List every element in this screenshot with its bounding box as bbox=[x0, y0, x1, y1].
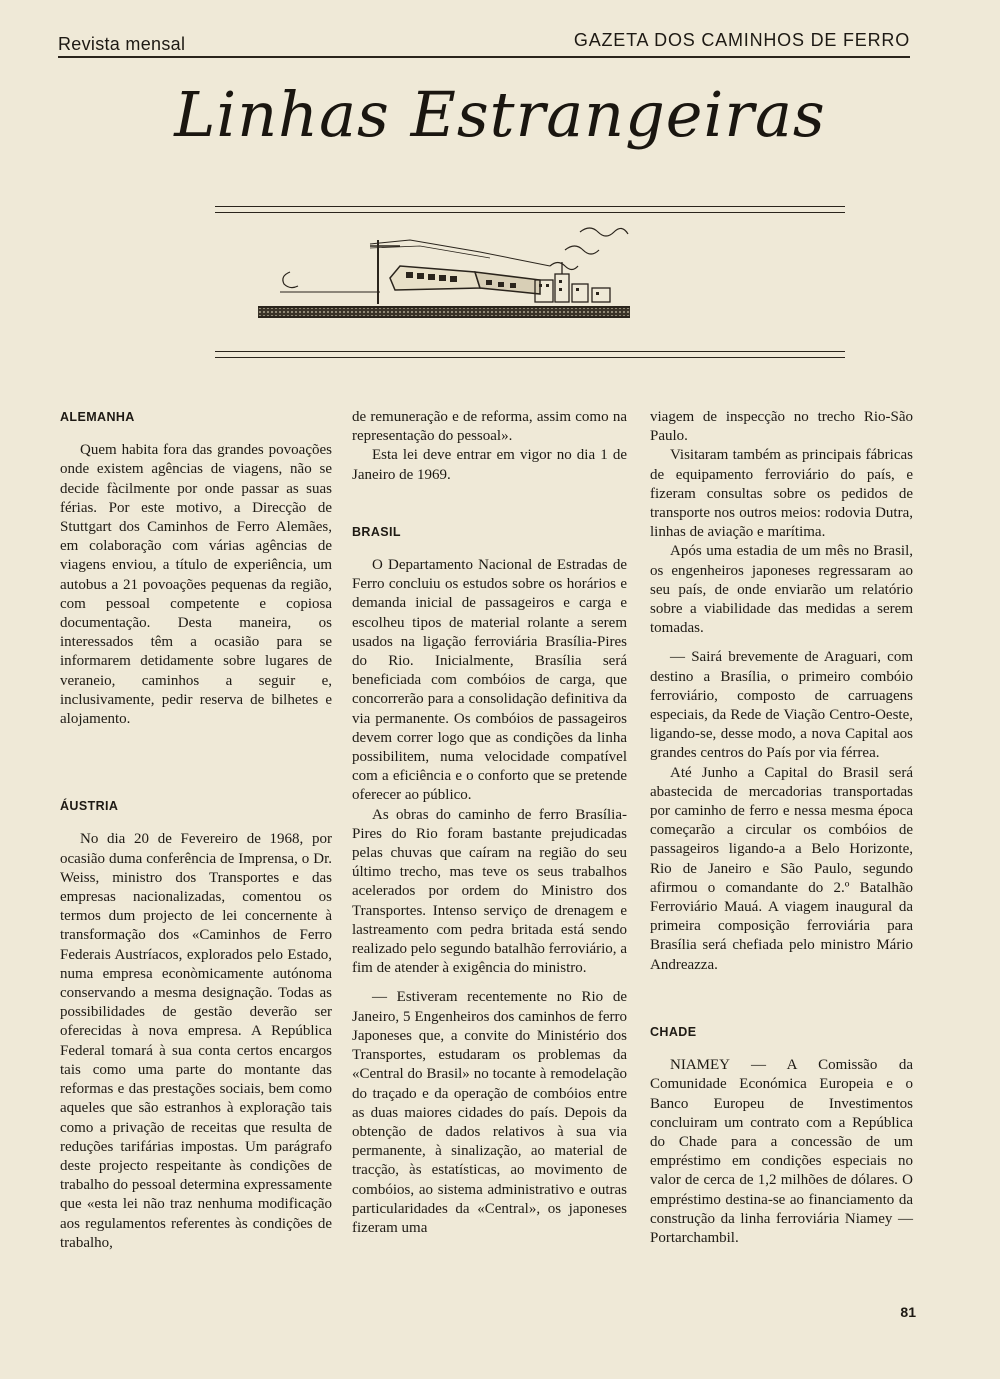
paragraph: Esta lei deve entrar em vigor no dia 1 de Janeiro de 1969. bbox=[352, 447, 627, 483]
paragraph: O Departamento Nacional de Estradas de Ferro concluiu os estudos sobre os horários e demanda inicial de passageiros e carga e escolheu tipos de material rolante a serem usados na ligação ferroviária Brasília-Pires do Rio. Inicialmente, Brasília será beneficiada com combóios de carga, que concorrerão para a consolidação definitiva da via permanente. Os combóios de passageiros devem correr logo que as condições da linha possibilitem, numa velocidade compatível com a eficiência e o conforto que se pretende oferecer ao público. bbox=[352, 557, 627, 804]
heading-austria: ÁUSTRIA bbox=[60, 799, 119, 814]
paragraph: Até Junho a Capital do Brasil será abastecida de mercadorias transportadas por caminho de ferro e nessa mesma época começarão a circular os combóios de passageiros ligando-a a Belo Horizonte, Rio de Janeiro e São Paulo, segundo afirmou o comandante do 2.º Batalhão Ferroviário Mauá. A viagem inaugural da primeira composição ferroviária para Brasília será chefiada pelo ministro Mário Andreazza. bbox=[650, 764, 913, 973]
publication-name: GAZETA DOS CAMINHOS DE FERRO bbox=[573, 30, 910, 50]
publication-frequency: Revista mensal bbox=[58, 34, 186, 54]
title-rule-top bbox=[215, 206, 845, 213]
paragraph: No dia 20 de Fevereiro de 1968, por ocasião duma conferência de Imprensa, o Dr. Weiss, ministro dos Transportes e das empresas nacionalizadas, comentou os termos dum projecto de lei concernente à transformação dos «Caminhos de Ferro Federais Austríacos, explorados pelo Estado, numa empresa econòmicamente autónoma conservando a mesma designação. Todas as possibilidades de gestão deverão ser oferecidas à nova empresa. A República Federal tomará à sua conta certos encargos tais como uma parte do montante das reformas e das prestações sociais, bem como aqueles que são estranhos à exploração tais como a privação de receitas que resulta de reduções tarifárias impostas. Um parágrafo deste projecto respeitante às condições de trabalho do pessoal determina expressamente que «esta lei não traz nenhuma modificação aos regulamentos referentes às condições de trabalho, bbox=[60, 831, 332, 1251]
paragraph: Quem habita fora das grandes povoações onde existem agências de viagens, não se decide fàcilmente por onde passar as suas férias. Por este motivo, a Direcção de Stuttgart dos Caminhos de Ferro Alemães, em colaboração com várias agências de viagens enviou, a título de experiência, um autobus a 21 povoações pequenas da região, com pessoal competente e copiosa documentação. Desta maneira, os interessados têm a ocasião para se informarem detidamente sobre lugares de veraneio, caminhos a seguir e, inclusivamente, pedir reserva de bilhetes e alojamento. bbox=[60, 442, 332, 728]
running-header bbox=[58, 30, 910, 54]
paragraph: NIAMEY — A Comissão da Comunidade Económica Europeia e o Banco Europeu de Investimentos concluiram um contrato com a República do Chade para a concessão de um empréstimo em condições especiais no valor de cerca de 1,2 milhões de dólares. O empréstimo destina-se ao financiamento da construção da linha ferroviária Niamey — Portarchambil. bbox=[650, 1057, 913, 1246]
heading-brasil: BRASIL bbox=[352, 524, 401, 539]
train-illustration-icon bbox=[250, 222, 635, 322]
title-rule-bottom bbox=[215, 351, 845, 358]
paragraph: Após uma estadia de um mês no Brasil, os engenheiros japoneses regressaram ao seu país, de onde enviarão um relatório sobre a viabilidade das medidas a serem tomadas. bbox=[650, 543, 913, 637]
section-title: Linhas Estrangeiras bbox=[174, 78, 826, 151]
paragraph: As obras do caminho de ferro Brasília-Pires do Rio foram bastante prejudicadas pelas chuvas que caíram na região do seu último trecho, mas teve os seus trabalhos acelerados por ordem do Ministro dos Transportes. Intenso serviço de drenagem e lastreamento com pedra britada está sendo realizado pelo segundo batalhão ferroviário, a fim de atender à exigência do ministro. bbox=[352, 806, 627, 977]
paragraph-continued: de remuneração e de reforma, assim como na representação do pessoal». bbox=[352, 409, 627, 445]
heading-alemanha: ALEMANHA bbox=[60, 410, 135, 424]
heading-chade: CHADE bbox=[650, 1024, 697, 1039]
paragraph: — Sairá brevemente de Araguari, com destino a Brasília, o primeiro combóio ferroviário, composto de carruagens especiais, da Rede de Viação Centro-Oeste, ligando-se, desse modo, a nova Capital aos grandes centros do País por via férrea. bbox=[650, 649, 913, 762]
column-1 bbox=[60, 408, 332, 1253]
paragraph-continued: viagem de inspecção no trecho Rio-São Paulo. bbox=[650, 409, 913, 445]
column-2 bbox=[352, 408, 627, 1238]
paragraph: Visitaram também as principais fábricas de equipamento ferroviário do país, e fizeram consultas sobre os pedidos de transporte nos outros meios: rodovia Dutra, linhas de aviação e marítima. bbox=[650, 447, 913, 541]
page-number: 81 bbox=[900, 1304, 916, 1320]
paragraph: — Estiveram recentemente no Rio de Janeiro, 5 Engenheiros dos caminhos de ferro Japoneses que, a convite do Ministério dos Transportes, estudaram os problemas da «Central do Brasil» no tocante à remodelação do traçado e da operação de combóios entre as duas maiores cidades do país. Depois da obtenção de dados relativos à sua via permanente, à sinalização, ao material de tracção, às estatísticas, ao movimento de combóios, ao sistema administrativo e outras particularidades da «Central», os japoneses fizeram uma bbox=[352, 989, 627, 1236]
column-3 bbox=[650, 408, 913, 1248]
header-rule bbox=[58, 56, 910, 58]
